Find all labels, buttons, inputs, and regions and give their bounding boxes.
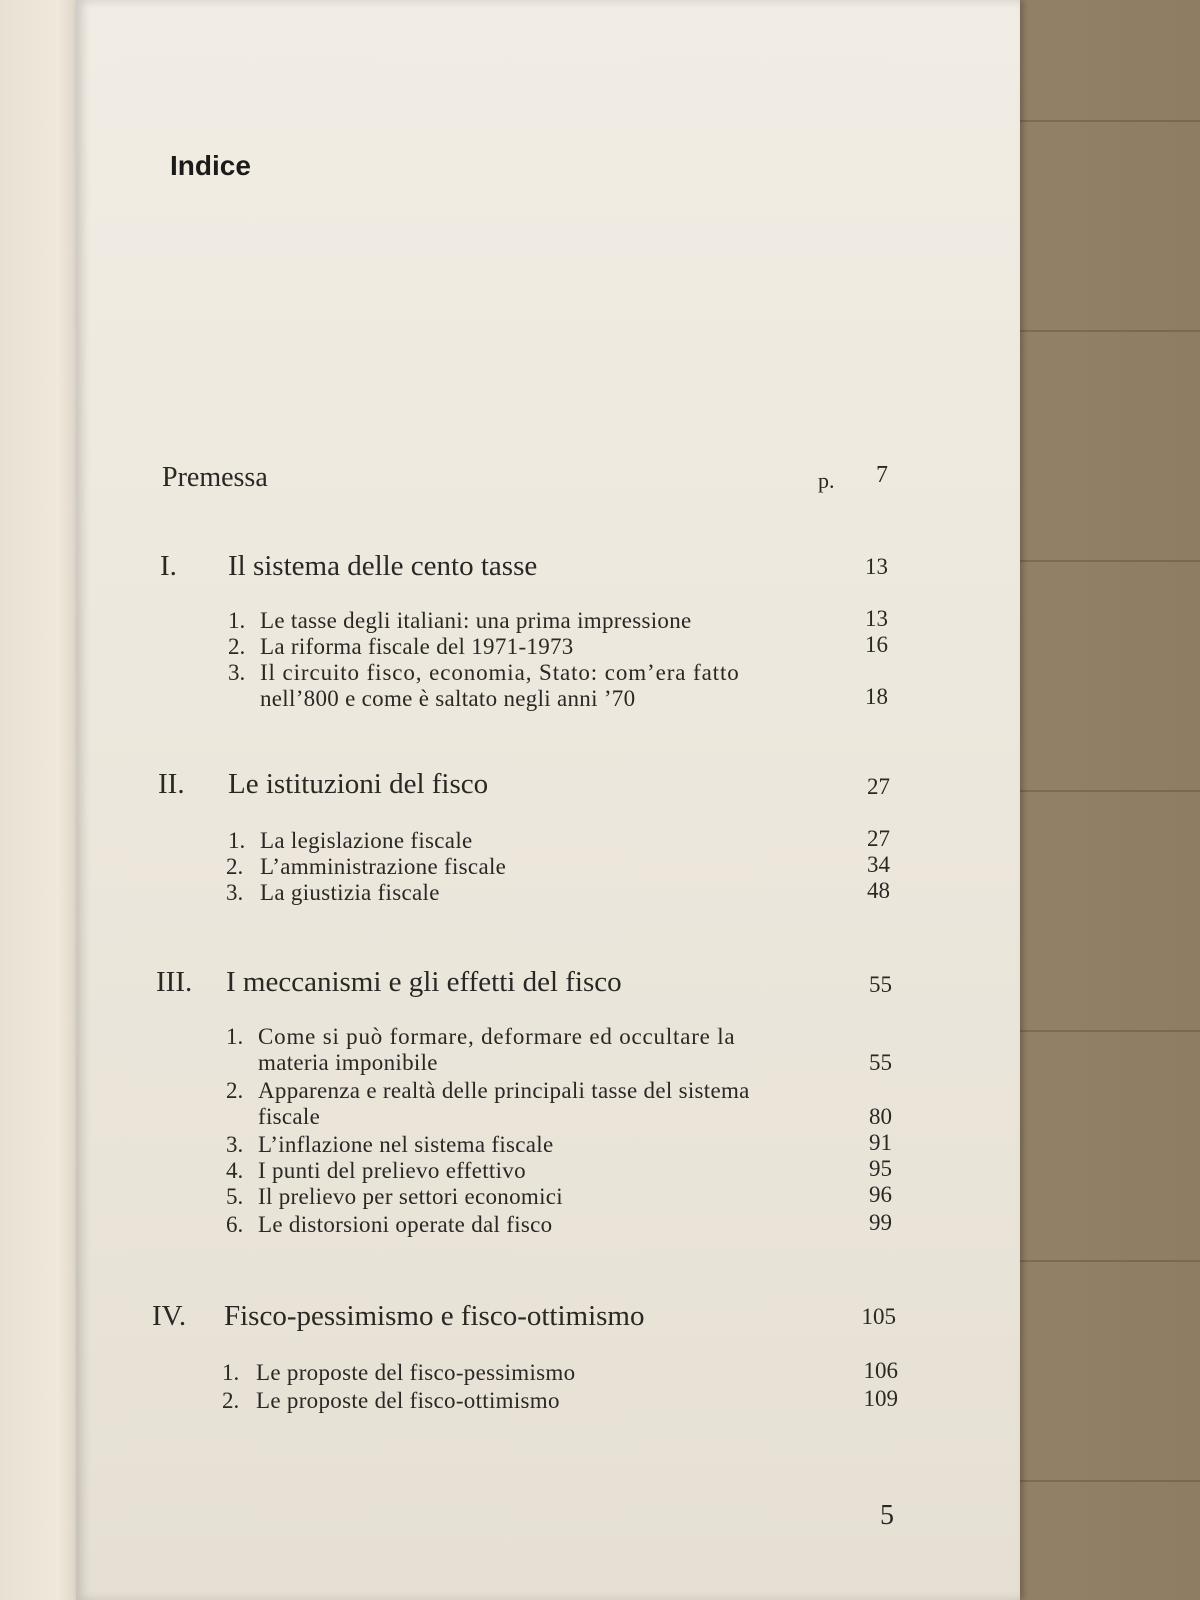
chapter-title: Le istituzioni del fisco <box>228 768 489 800</box>
section-number: 2. <box>226 1078 244 1103</box>
section-title: I punti del prelievo effettivo <box>258 1158 526 1183</box>
section-number: 2. <box>222 1388 240 1413</box>
chapter-title: I meccanismi e gli effetti del fisco <box>226 966 622 998</box>
section-title: Apparenza e realtà delle principali tasse del sistema <box>258 1078 750 1103</box>
section-number: 6. <box>226 1212 244 1237</box>
section-page: 34 <box>867 852 890 877</box>
section-page: 95 <box>869 1156 892 1181</box>
chapter-number: II. <box>158 768 185 800</box>
toc-premessa-title: Premessa <box>162 462 268 493</box>
section-title: Le distorsioni operate dal fisco <box>258 1212 553 1237</box>
section-title: Le tasse degli italiani: una prima impressione <box>260 608 692 633</box>
section-page: 16 <box>865 632 888 657</box>
section-number: 2. <box>226 854 244 879</box>
section-title: Il prelievo per settori economici <box>258 1184 563 1209</box>
section-page: 91 <box>869 1130 892 1155</box>
chapter-page: 105 <box>861 1304 896 1329</box>
chapter-number: I. <box>160 550 177 582</box>
section-title: Le proposte del fisco-ottimismo <box>256 1388 560 1413</box>
section-page: 109 <box>863 1386 898 1411</box>
section-title: Come si può formare, deformare ed occultare la <box>258 1024 736 1049</box>
section-page: 27 <box>867 826 890 851</box>
section-title: L’amministrazione fiscale <box>260 854 507 879</box>
page-number: 5 <box>880 1500 894 1531</box>
chapter-title: Il sistema delle cento tasse <box>228 550 538 582</box>
section-title: La giustizia fiscale <box>260 880 440 905</box>
chapter-number: IV. <box>152 1300 187 1332</box>
book-page <box>76 0 1020 1600</box>
section-number: 3. <box>226 880 244 905</box>
section-number: 1. <box>228 828 246 853</box>
section-number: 5. <box>226 1184 244 1209</box>
section-title: Le proposte del fisco-pessimismo <box>256 1360 576 1385</box>
section-page: 80 <box>869 1104 892 1129</box>
section-number: 1. <box>222 1360 240 1385</box>
chapter-page: 13 <box>865 554 888 579</box>
section-page: 99 <box>869 1210 892 1235</box>
chapter-number: III. <box>156 966 193 998</box>
section-number: 3. <box>226 1132 244 1157</box>
previous-page-edge <box>0 0 82 1600</box>
chapter-page: 27 <box>867 774 890 799</box>
section-number: 2. <box>228 634 246 659</box>
section-number: 4. <box>226 1158 244 1183</box>
section-title: L’inflazione nel sistema fiscale <box>258 1132 554 1157</box>
section-title: La legislazione fiscale <box>260 828 473 853</box>
section-title-continued: materia imponibile <box>258 1050 438 1075</box>
section-page: 55 <box>869 1050 892 1075</box>
toc-page-prefix: p. <box>818 468 835 493</box>
section-number: 1. <box>226 1024 244 1049</box>
section-number: 1. <box>228 608 246 633</box>
chapter-page: 55 <box>869 972 892 997</box>
page-title: Indice <box>170 150 251 181</box>
section-number: 3. <box>228 660 246 685</box>
section-title-continued: nell’800 e come è saltato negli anni ’70 <box>260 686 636 711</box>
section-page: 96 <box>869 1182 892 1207</box>
section-title: La riforma fiscale del 1971-1973 <box>260 634 574 659</box>
toc-premessa-page: 7 <box>876 462 888 488</box>
section-page: 48 <box>867 878 890 903</box>
section-page: 106 <box>863 1358 898 1383</box>
section-title: Il circuito fisco, economia, Stato: com’era fatto <box>260 660 740 685</box>
section-page: 18 <box>865 684 888 709</box>
section-page: 13 <box>865 606 888 631</box>
chapter-title: Fisco-pessimismo e fisco-ottimismo <box>224 1300 645 1332</box>
section-title-continued: fiscale <box>258 1104 321 1129</box>
